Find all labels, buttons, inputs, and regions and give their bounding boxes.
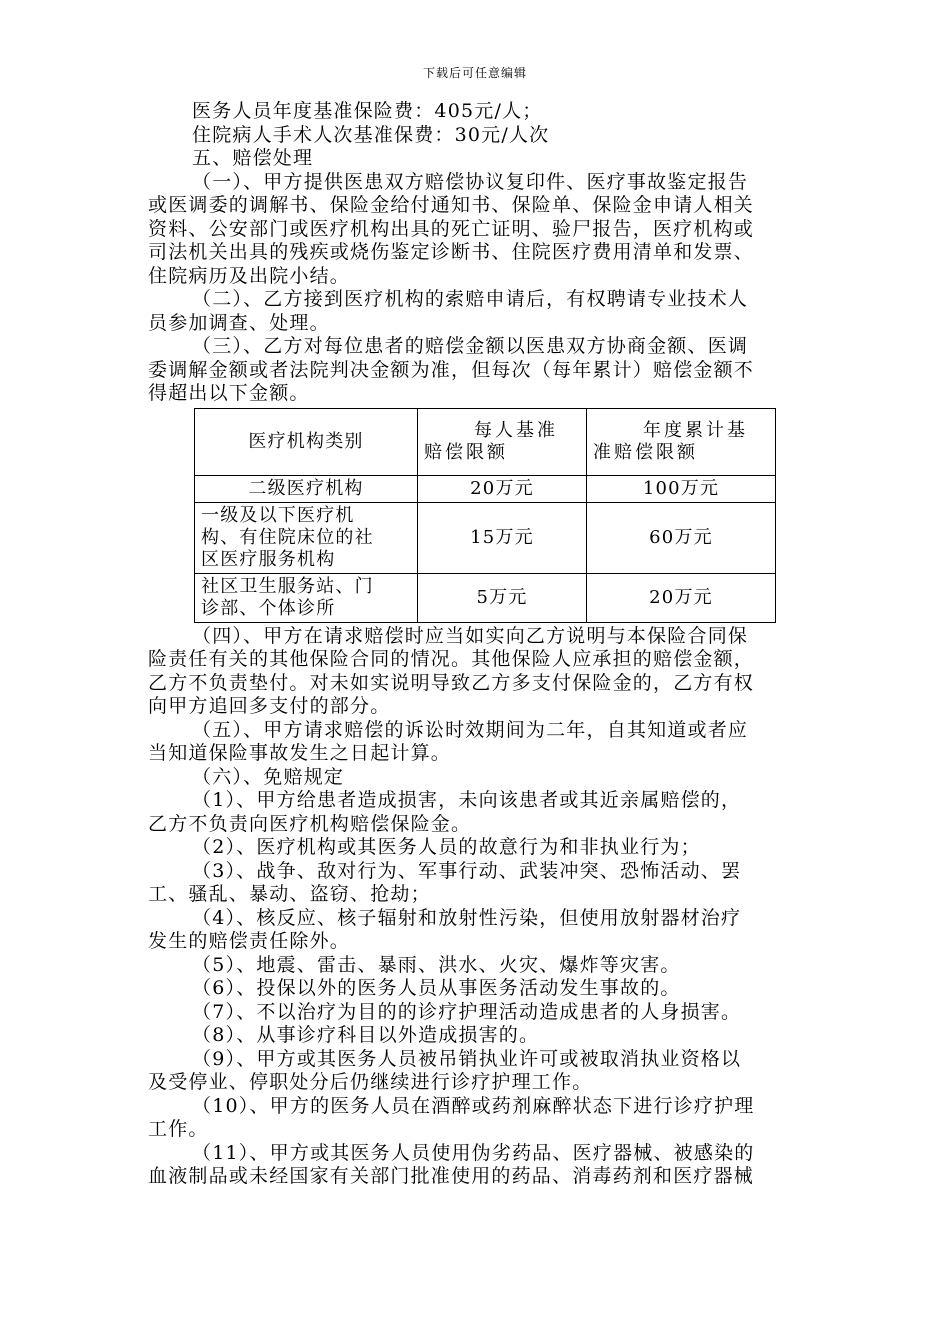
cell-per-person-limit: 5万元	[418, 573, 587, 622]
section-text-bottom	[148, 625, 816, 1189]
text-line: （一）、甲方提供医患双方赔偿协议复印件、医疗事故鉴定报告	[192, 170, 749, 193]
text-line: 及受停业、停职处分后仍继续进行诊疗护理工作。	[148, 1071, 593, 1093]
text-line: 住院病历及出院小结。	[148, 264, 351, 287]
header-text-line: 医疗机构类别	[248, 430, 364, 452]
text-line: 发生的赔偿责任除外。	[148, 930, 351, 952]
text-line: （四）、甲方在请求赔偿时应当如实向乙方说明与本保险合同保	[192, 624, 749, 647]
text-line: （三）、乙方对每位患者的赔偿金额以医患双方协商金额、医调	[192, 335, 749, 357]
text-line: 资料、公安部门或医疗机构出具的死亡证明、验尸报告，医疗机构或	[148, 217, 755, 240]
cell-text-line: 二级医疗机构	[248, 477, 364, 499]
cell-per-person-limit: 15万元	[418, 502, 587, 573]
text-line: 司法机关出具的残疾或烧伤鉴定诊断书、住院医疗费用清单和发票、	[148, 241, 755, 263]
header-text-line: 准赔偿限额	[593, 441, 698, 463]
text-line: （11）、甲方或其医务人员使用伪劣药品、医疗器械、被感染的	[192, 1141, 755, 1164]
header-annual-limit	[587, 408, 776, 475]
cell-institution-type	[195, 475, 418, 502]
text-line: 住院病人手术人次基准保费：30元/人次	[192, 123, 550, 146]
text-line: 或医调委的调解书、保险金给付通知书、保险单、保险金申请人相关	[148, 194, 755, 216]
table-header-row	[195, 408, 776, 475]
cell-text-line: 构、有住院床位的社	[201, 526, 374, 548]
text-line: 血液制品或未经国家有关部门批准使用的药品、消毒药剂和医疗器械	[148, 1165, 755, 1187]
text-line: 员参加调查、处理。	[148, 311, 330, 334]
text-line: 五、赔偿处理	[192, 147, 314, 169]
text-line: 险责任有关的其他保险合同的情况。其他保险人应承担的赔偿金额，	[148, 648, 755, 670]
text-line: （2）、医疗机构或其医务人员的故意行为和非执业行为；	[192, 836, 701, 858]
table-row	[195, 475, 776, 502]
text-line: 委调解金额或者法院判决金额为准，但每次（每年累计）赔偿金额不	[148, 358, 755, 381]
cell-annual-limit: 60万元	[587, 502, 776, 573]
cell-per-person-limit: 20万元	[418, 475, 587, 502]
header-text-line: 年度累计基	[643, 419, 748, 441]
header-text-line: 赔偿限额	[424, 441, 508, 463]
header-text-line: 每人基准	[474, 419, 558, 441]
cell-annual-limit: 20万元	[587, 573, 776, 622]
table-row	[195, 573, 776, 622]
text-line: （二）、乙方接到医疗机构的索赔申请后，有权聘请专业技术人	[192, 288, 749, 310]
text-line: 工、骚乱、暴动、盗窃、抢劫；	[148, 883, 431, 905]
cell-text-line: 区医疗服务机构	[201, 548, 336, 570]
text-line: （4）、核反应、核子辐射和放射性污染，但使用放射器材治疗	[192, 906, 742, 929]
page-header: 下载后可任意编辑	[422, 66, 527, 80]
document-body	[148, 100, 816, 1189]
text-line: （3）、战争、敌对行为、军事行动、武装冲突、恐怖活动、罢	[192, 859, 742, 882]
text-line: 向甲方追回多支付的部分。	[148, 695, 391, 717]
cell-institution-type	[195, 502, 418, 573]
text-line: （9）、甲方或其医务人员被吊销执业许可或被取消执业资格以	[192, 1047, 742, 1070]
text-line: 乙方不负责垫付。对未如实说明导致乙方多支付保险金的，乙方有权	[148, 671, 755, 694]
cell-text-line: 社区卫生服务站、门	[201, 575, 374, 597]
text-line: 乙方不负责向医疗机构赔偿保险金。	[148, 812, 472, 835]
text-line: （7）、不以治疗为目的的诊疗护理活动造成患者的人身损害。	[192, 1000, 742, 1023]
text-line: （1）、甲方给患者造成损害，未向该患者或其近亲属赔偿的，	[192, 789, 742, 811]
text-line: （10）、甲方的医务人员在酒醉或药剂麻醉状态下进行诊疗护理	[192, 1094, 755, 1117]
text-line: （8）、从事诊疗科目以外造成损害的。	[192, 1024, 540, 1046]
text-line: 工作。	[148, 1118, 209, 1140]
cell-annual-limit: 100万元	[587, 475, 776, 502]
header-institution-type	[195, 408, 418, 475]
header-per-person-limit	[418, 408, 587, 475]
cell-text-line: 一级及以下医疗机	[201, 504, 355, 526]
text-line: （5）、地震、雷击、暴雨、洪水、火灾、爆炸等灾害。	[192, 953, 681, 976]
compensation-limit-table	[194, 408, 776, 623]
section-text-top	[148, 100, 816, 406]
cell-institution-type	[195, 573, 418, 622]
text-line: （六）、免赔规定	[192, 765, 345, 788]
text-line: 医务人员年度基准保险费：405元/人；	[192, 100, 543, 122]
text-line: （五）、甲方请求赔偿的诉讼时效期间为二年，自其知道或者应	[192, 718, 749, 741]
table-row	[195, 502, 776, 573]
text-line: （6）、投保以外的医务人员从事医务活动发生事故的。	[192, 977, 681, 999]
cell-text-line: 诊部、个体诊所	[201, 597, 336, 619]
text-line: 得超出以下金额。	[148, 382, 310, 404]
text-line: 当知道保险事故发生之日起计算。	[148, 742, 452, 764]
